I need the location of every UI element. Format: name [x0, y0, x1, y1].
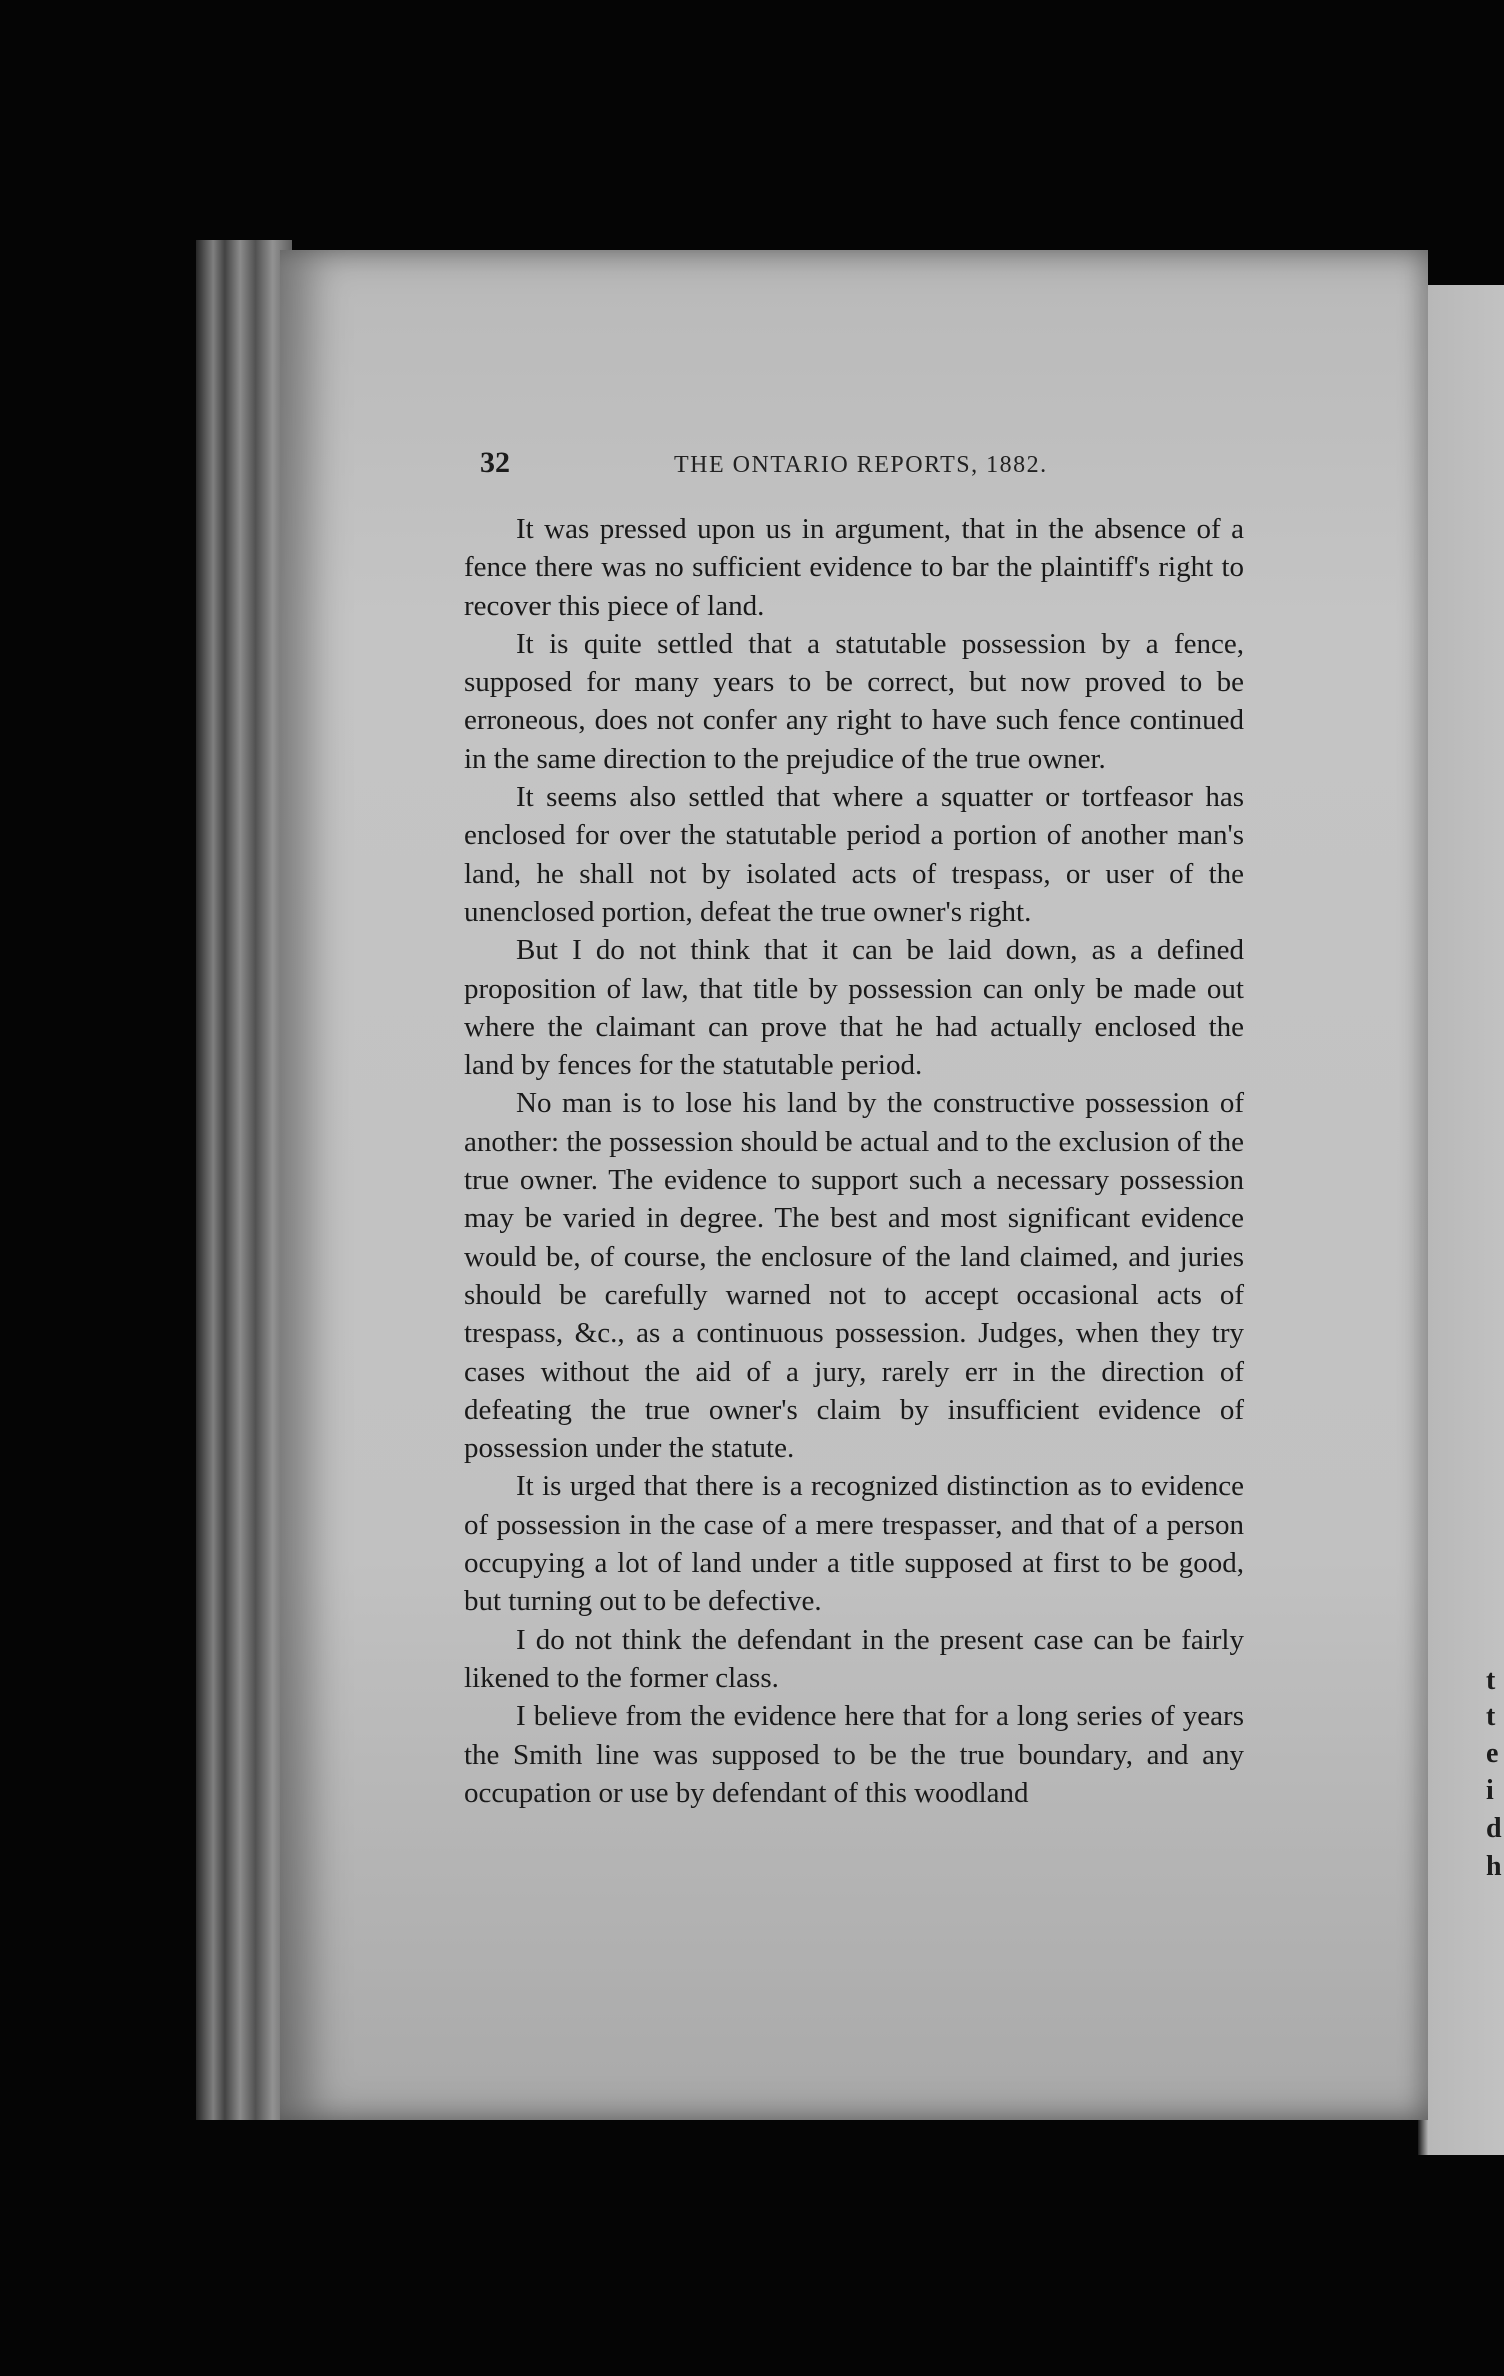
adjacent-page-fragment: t — [1486, 1701, 1496, 1732]
paragraph: I do not think the defendant in the present case can be fairly likened to the former class. — [464, 1623, 1244, 1694]
adjacent-page-fragment: d — [1486, 1813, 1502, 1844]
paragraph: But I do not think that it can be laid down, as a defined proposition of law, that title by possession can only be made out where the claimant can prove that he had actually enclosed the land by fences for the statutable period. — [464, 934, 1244, 1082]
paragraph: It seems also settled that where a squatter or tortfeasor has enclosed for over the statutable period a portion of another man's land, he shall not by isolated acts of trespass, or user of the unenclosed portion, defeat the true owner's right. — [464, 781, 1244, 928]
adjacent-page-fragment: h — [1486, 1851, 1502, 1882]
paragraph: It is quite settled that a statutable possession by a fence, supposed for many years to be correct, but now proved to be erroneous, does not confer any right to have such fence continued in the same direction to the prejudice of the true owner. — [464, 627, 1244, 775]
paragraph: It was pressed upon us in argument, that in the absence of a fence there was no sufficient evidence to bar the plaintiff's right to recover this piece of land. — [464, 513, 1244, 622]
page-body — [464, 510, 1244, 1812]
paragraph: It is urged that there is a recognized distinction as to evidence of possession in the case of a mere trespasser, and that of a person occupying a lot of land under a title supposed at first to be good, but turning out to be defective. — [464, 1470, 1244, 1618]
paragraph: No man is to lose his land by the constructive possession of another: the possession should be actual and to the exclusion of the true owner. The evidence to support such a necessary possession may be varied in degree. The best and most significant evidence would be, of course, the enclosure of the land claimed, and juries should be carefully warned not to accept occasional acts of trespass, &c., as a continuous possession. Judges, when they try cases without the aid of a jury, rarely err in the direction of defeating the true owner's claim by insufficient evidence of possession under the statute. — [464, 1087, 1244, 1465]
adjacent-page-fragment: t — [1486, 1665, 1496, 1696]
adjacent-page-fragment: i — [1486, 1775, 1494, 1806]
running-title: THE ONTARIO REPORTS, 1882. — [674, 452, 1048, 478]
page-header — [480, 446, 1380, 486]
adjacent-page-fragment: e — [1486, 1738, 1499, 1769]
book-page-edges — [196, 240, 292, 2120]
page-number: 32 — [480, 446, 510, 479]
paragraph: I believe from the evidence here that for a long series of years the Smith line was supposed to be the true boundary, and any occupation or use by defendant of this woodland — [464, 1700, 1244, 1809]
adjacent-page-edge — [1418, 285, 1504, 2155]
